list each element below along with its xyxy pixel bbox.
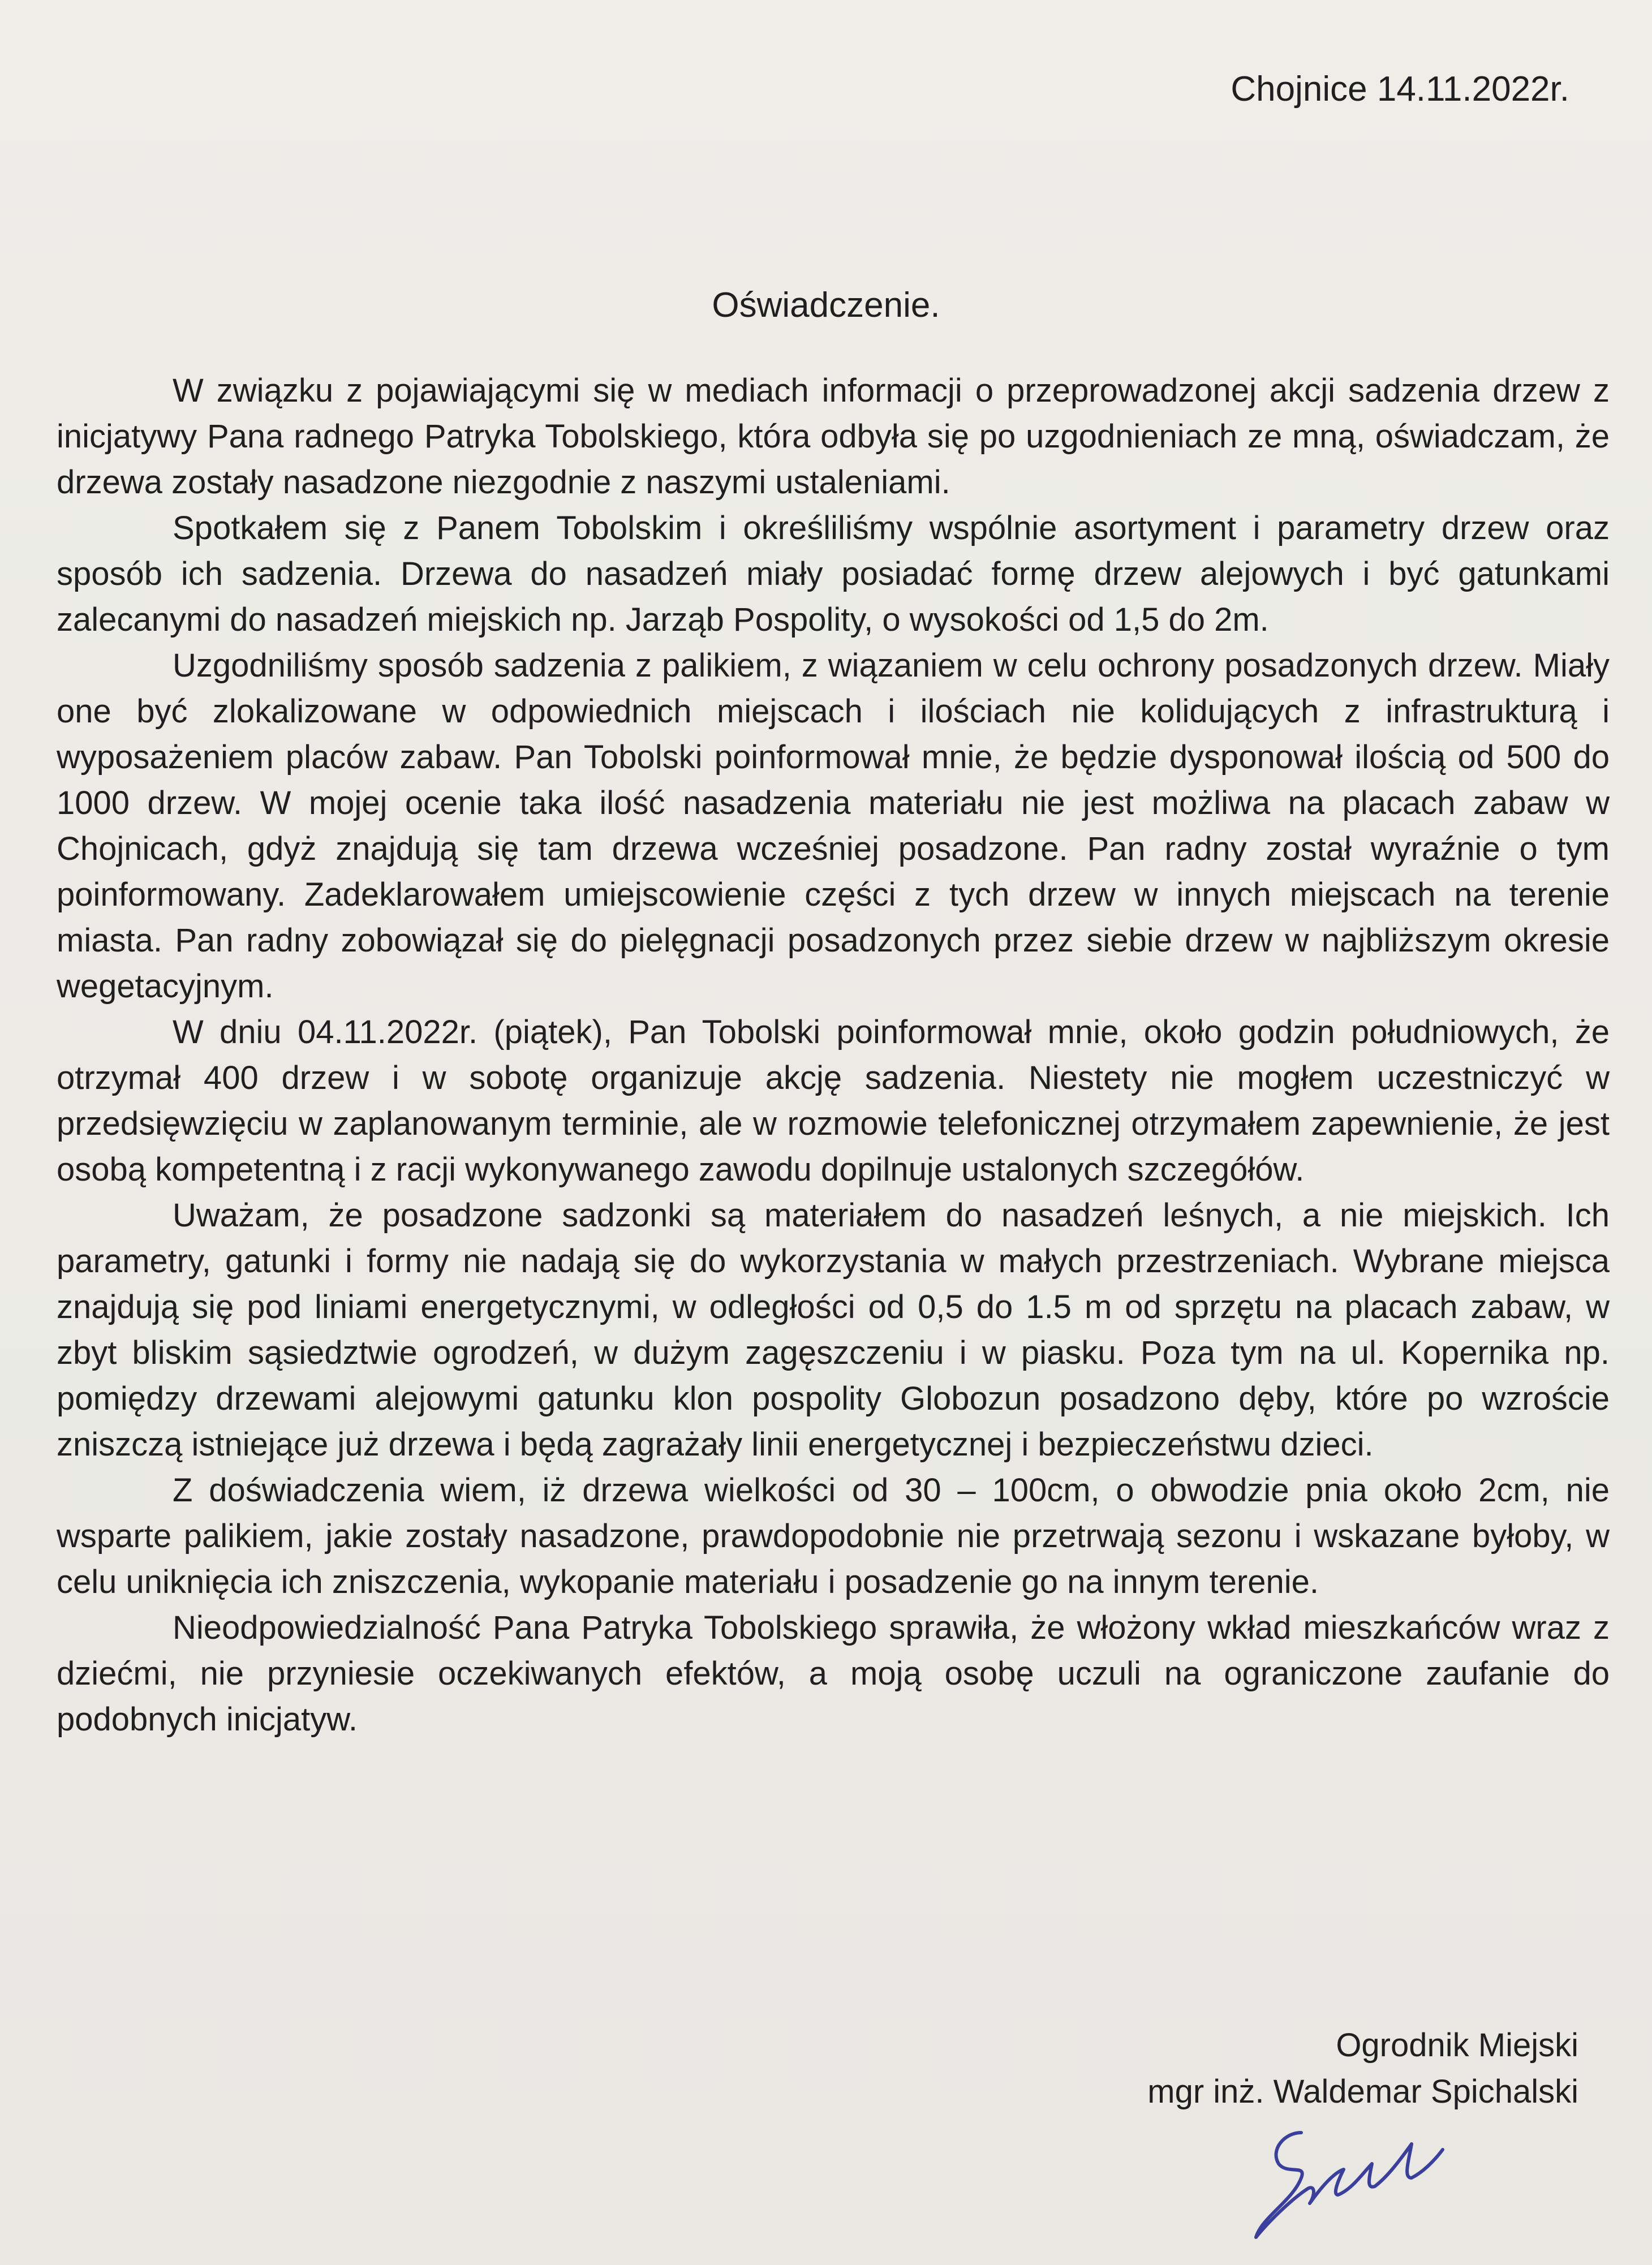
handwritten-signature	[1216, 2110, 1454, 2251]
paragraph: Uważam, że posadzone sadzonki są materiałem do nasadzeń leśnych, a nie miejskich. Ich parametry, gatunki i formy nie nadają się do wykorzystania w małych przestrzeniach. Wybrane miejsca znajdują się pod liniami energetycznymi, w odległości od 0,5 do 1.5 m od sprzętu na placach zabaw, w zbyt bliskim sąsiedztwie ogrodzeń, w dużym zagęszczeniu i w piasku. Poza tym na ul. Kopernika np. pomiędzy drzewami alejowymi gatunku klon pospolity Globozun posadzono dęby, które po wzroście zniszczą istniejące już drzewa i będą zagrażały linii energetycznej i bezpieczeństwu dzieci.	[57, 1197, 1610, 1463]
paragraph: Uzgodniliśmy sposób sadzenia z palikiem, z wiązaniem w celu ochrony posadzonych drzew. Miały one być zlokalizowane w odpowiednich miejscach i ilościach nie kolidujących z infrastrukturą i wyposażeniem placów zabaw. Pan Tobolski poinformował mnie, że będzie dysponował ilością od 500 do 1000 drzew. W mojej ocenie taka ilość nasadzenia materiału nie jest możliwa na placach zabaw w Chojnicach, gdyż znajdują się tam drzewa wcześniej posadzone. Pan radny został wyraźnie o tym poinformowany. Zadeklarowałem umiejscowienie części z tych drzew w innych miejscach na terenie miasta. Pan radny zobowiązał się do pielęgnacji posadzonych przez siebie drzew w najbliższym okresie wegetacyjnym.	[57, 647, 1610, 1005]
paragraph: Spotkałem się z Panem Tobolskim i określiliśmy wspólnie asortyment i parametry drzew oraz sposób ich sadzenia. Drzewa do nasadzeń miały posiadać formę drzew alejowych i być gatunkami zalecanymi do nasadzeń miejskich np. Jarząb Pospolity, o wysokości od 1,5 do 2m.	[57, 510, 1610, 638]
document-body	[57, 368, 1610, 1742]
signature-block	[1147, 2022, 1578, 2115]
paragraph: W związku z pojawiającymi się w mediach informacji o przeprowadzonej akcji sadzenia drzew z inicjatywy Pana radnego Patryka Tobolskiego, która odbyła się po uzgodnieniach ze mną, oświadczam, że drzewa zostały nasadzone niezgodnie z naszymi ustaleniami.	[57, 372, 1610, 501]
paragraph: Z doświadczenia wiem, iż drzewa wielkości od 30 – 100cm, o obwodzie pnia około 2cm, nie wsparte palikiem, jakie zostały nasadzone, prawdopodobnie nie przetrwają sezonu i wskazane byłoby, w celu uniknięcia ich zniszczenia, wykopanie materiału i posadzenie go na innym terenie.	[57, 1472, 1610, 1600]
paragraph: W dniu 04.11.2022r. (piątek), Pan Tobolski poinformował mnie, około godzin południowych, że otrzymał 400 drzew i w sobotę organizuje akcję sadzenia. Niestety nie mogłem uczestniczyć w przedsięwzięciu w zaplanowanym terminie, ale w rozmowie telefonicznej otrzymałem zapewnienie, że jest osobą kompetentną i z racji wykonywanego zawodu dopilnuje ustalonych szczegółów.	[57, 1014, 1610, 1188]
document-date: Chojnice 14.11.2022r.	[1231, 70, 1569, 109]
signatory-name: mgr inż. Waldemar Spichalski	[1147, 2073, 1578, 2110]
paragraph: Nieodpowiedzialność Pana Patryka Tobolskiego sprawiła, że włożony wkład mieszkańców wraz z dziećmi, nie przyniesie oczekiwanych efektów, a moją osobę uczuli na ograniczone zaufanie do podobnych inicjatyw.	[57, 1609, 1610, 1738]
signatory-position: Ogrodnik Miejski	[1336, 2027, 1578, 2064]
document-title: Oświadczenie.	[712, 286, 940, 325]
